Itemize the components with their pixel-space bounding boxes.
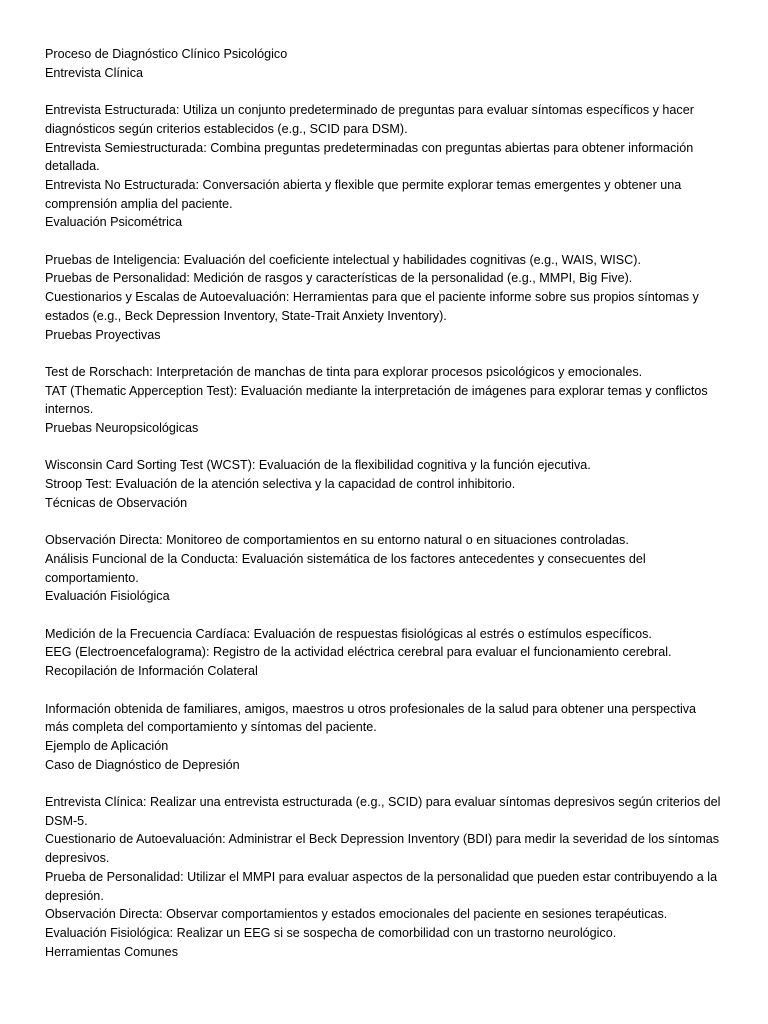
text-line: Medición de la Frecuencia Cardíaca: Evaluación de respuestas fisiológicas al estrés o estímulos específicos. xyxy=(45,626,652,641)
document-page xyxy=(45,45,725,961)
text-line: Proceso de Diagnóstico Clínico Psicológico xyxy=(45,47,288,61)
text-line: Pruebas Proyectivas xyxy=(45,327,161,342)
text-line: Pruebas de Personalidad: Medición de rasgos y características de la personalidad (e.g., MMPI, Big Five). xyxy=(45,271,633,286)
blank-line xyxy=(45,344,725,363)
text-line: DSM-5. xyxy=(45,813,88,828)
text-line: Prueba de Personalidad: Utilizar el MMPI para evaluar aspectos de la personalidad que pueden estar contribuyendo a la xyxy=(45,869,718,884)
text-line: Pruebas de Inteligencia: Evaluación del coeficiente intelectual y habilidades cognitivas (e.g., WAIS, WISC). xyxy=(45,252,641,267)
text-line: Caso de Diagnóstico de Depresión xyxy=(45,757,240,772)
blank-line xyxy=(45,82,725,101)
blank-line xyxy=(45,606,725,625)
text-line: Observación Directa: Observar comportamientos y estados emocionales del paciente en sesiones terapéuticas. xyxy=(45,907,668,922)
text-line: Entrevista No Estructurada: Conversación abierta y flexible que permite explorar temas emergentes y obtener una xyxy=(45,177,682,192)
text-line: comprensión amplia del paciente. xyxy=(45,196,233,211)
text-line: Entrevista Clínica: Realizar una entrevista estructurada (e.g., SCID) para evaluar síntomas depresivos según criterios del xyxy=(45,795,721,809)
text-line: comportamiento. xyxy=(45,570,139,585)
text-line: Ejemplo de Aplicación xyxy=(45,738,169,753)
text-line: Wisconsin Card Sorting Test (WCST): Evaluación de la flexibilidad cognitiva y la función ejecutiva. xyxy=(45,458,591,473)
text-line: Evaluación Psicométrica xyxy=(45,215,183,230)
blank-line xyxy=(45,681,725,700)
text-line: Observación Directa: Monitoreo de comportamientos en su entorno natural o en situaciones controladas. xyxy=(45,533,629,548)
text-line: Pruebas Neuropsicológicas xyxy=(45,421,199,436)
text-line: diagnósticos según criterios establecidos (e.g., SCID para DSM). xyxy=(45,121,408,136)
text-line: Cuestionarios y Escalas de Autoevaluación: Herramientas para que el paciente informe sobre sus propios síntomas y xyxy=(45,290,699,305)
text-line: depresión. xyxy=(45,888,104,903)
text-line: Análisis Funcional de la Conducta: Evaluación sistemática de los factores antecedentes y consecuentes del xyxy=(45,551,646,566)
text-line: Técnicas de Observación xyxy=(45,495,188,510)
text-line: Entrevista Clínica xyxy=(45,65,143,80)
text-line: depresivos. xyxy=(45,851,110,866)
blank-line xyxy=(45,774,725,793)
text-line: Cuestionario de Autoevaluación: Administrar el Beck Depression Inventory (BDI) para medir la severidad de los síntomas xyxy=(45,832,720,847)
text-line: estados (e.g., Beck Depression Inventory, State-Trait Anxiety Inventory). xyxy=(45,308,447,323)
text-line: EEG (Electroencefalograma): Registro de la actividad eléctrica cerebral para evaluar el funcionamiento cerebral. xyxy=(45,645,672,660)
text-line: detallada. xyxy=(45,159,100,174)
text-line: Test de Rorschach: Interpretación de manchas de tinta para explorar procesos psicológicos y emocionales. xyxy=(45,364,643,379)
text-line: Información obtenida de familiares, amigos, maestros u otros profesionales de la salud para obtener una perspectiva xyxy=(45,701,697,716)
blank-line xyxy=(45,232,725,251)
text-line: TAT (Thematic Apperception Test): Evaluación mediante la interpretación de imágenes para explorar temas y conflictos xyxy=(45,383,708,398)
text-line: Herramientas Comunes xyxy=(45,944,178,959)
text-line: Stroop Test: Evaluación de la atención selectiva y la capacidad de control inhibitorio. xyxy=(45,477,516,492)
text-line: Entrevista Semiestructurada: Combina preguntas predeterminadas con preguntas abiertas para obtener información xyxy=(45,140,694,155)
blank-line xyxy=(45,438,725,457)
text-line: Evaluación Fisiológica: Realizar un EEG si se sospecha de comorbilidad con un trastorno neurológico. xyxy=(45,925,617,940)
text-line: más completa del comportamiento y síntomas del paciente. xyxy=(45,720,377,735)
text-line: Entrevista Estructurada: Utiliza un conjunto predeterminado de preguntas para evaluar síntomas específicos y hacer xyxy=(45,103,694,118)
text-line: Recopilación de Información Colateral xyxy=(45,664,258,679)
text-line: internos. xyxy=(45,402,94,417)
blank-line xyxy=(45,513,725,532)
text-line: Evaluación Fisiológica xyxy=(45,589,170,604)
